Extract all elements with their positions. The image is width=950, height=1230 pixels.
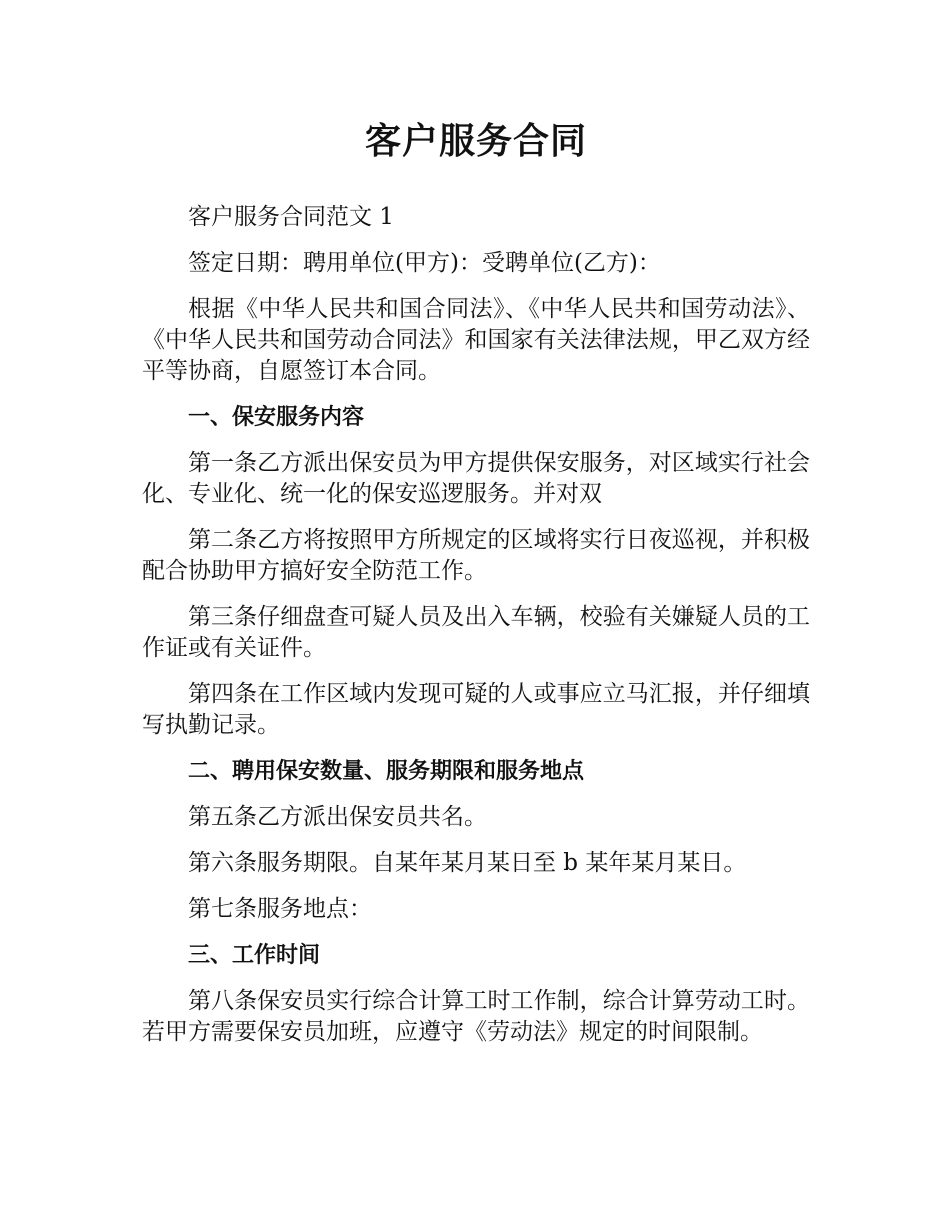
article-8: 第八条保安员实行综合计算工时工作制，综合计算劳动工时。若甲方需要保安员加班，应遵守《劳动法》规定的时间限制。 [142, 988, 810, 1045]
section-heading-2: 二、聘用保安数量、服务期限和服务地点 [188, 759, 585, 784]
intro-paragraph: 根据《中华人民共和国合同法》、《中华人民共和国劳动法》、《中华人民共和国劳动合同法》和国家有关法律法规，甲乙双方经平等协商，自愿签订本合同。 [142, 296, 810, 384]
section-heading-1: 一、保安服务内容 [188, 405, 365, 430]
article-3: 第三条仔细盘查可疑人员及出入车辆，校验有关嫌疑人员的工作证或有关证件。 [142, 604, 810, 661]
section-heading-3: 三、工作时间 [188, 943, 321, 968]
article-1: 第一条乙方派出保安员为甲方提供保安服务，对区域实行社会化、专业化、统一化的保安巡逻服务。并对双 [142, 450, 810, 507]
article-4: 第四条在工作区域内发现可疑的人或事应立马汇报，并仔细填写执勤记录。 [142, 681, 810, 738]
subtitle: 客户服务合同范文 1 [188, 204, 394, 230]
article-5: 第五条乙方派出保安员共名。 [188, 804, 487, 830]
document-body [142, 202, 810, 1048]
article-6: 第六条服务期限。自某年某月某日至 b 某年某月某日。 [188, 850, 747, 876]
article-2: 第二条乙方将按照甲方所规定的区域将实行日夜巡视，并积极配合协助甲方搞好安全防范工作。 [142, 527, 810, 584]
document-page [142, 0, 810, 1063]
document-title: 客户服务合同 [364, 121, 587, 162]
article-7: 第七条服务地点： [188, 896, 372, 922]
sign-line: 签定日期：聘用单位(甲方)：受聘单位(乙方)： [188, 250, 661, 276]
